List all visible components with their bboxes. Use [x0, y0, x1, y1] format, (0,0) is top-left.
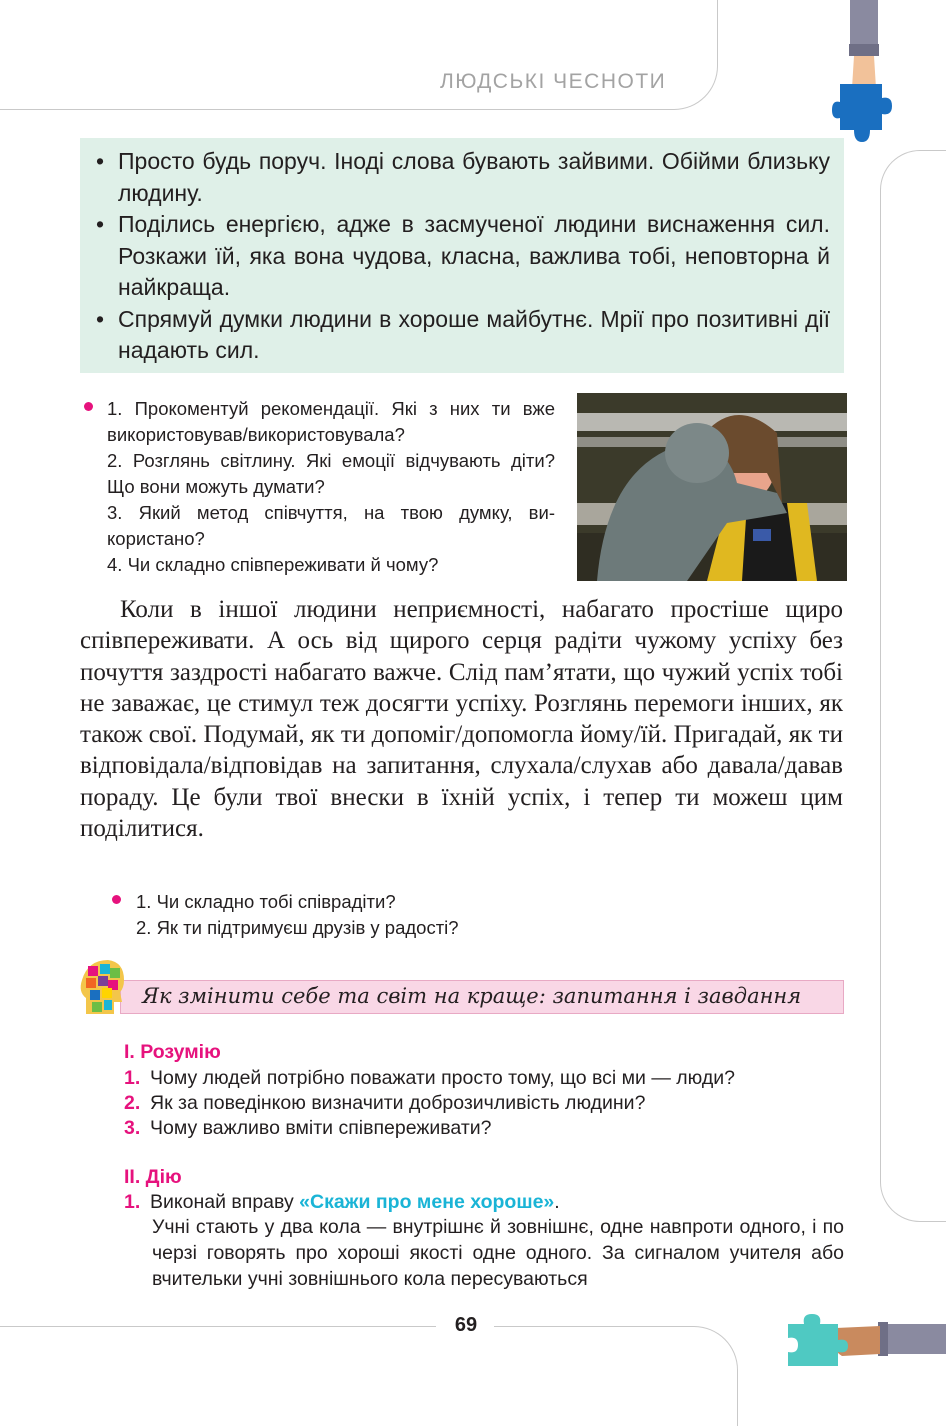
question-item: 1. Чи складно тобі співрадіти? — [136, 891, 396, 912]
body-paragraph: Коли в іншої людини неприємності, набагато простіше щиро співпереживати. А ось від щирого серця радіти чужому успіху без почуття заздрості набагато важче. Слід пам’ятати, що чужий успіх тобі не заважає, це стимул теж досягти успіху. Розглянь перемоги інших, як також свої. Подумай, як ти допоміг/допомогла йому/їй. Пригадай, як ти відповідала/відповідав на запитання, слухала/слухав або давала/давав пораду. Це були твої внески в їхній успіх, і тепер ти можеш цим поділитися. — [80, 596, 843, 843]
page-frame-bottom — [678, 1326, 738, 1426]
task-item: 1. Виконай вправу «Скажи про мене хороше». — [124, 1191, 560, 1213]
running-header: ЛЮДСЬКІ ЧЕСНОТИ — [440, 70, 667, 93]
question-item: 2. Як ти підтримуєш друзів у радості? — [136, 917, 459, 938]
page-frame-right — [880, 150, 946, 1222]
advice-item: • Поділись енергією, адже в засмученої людини виснаження сил. Розкажи їй, яка вона чудова, класна, важлива тобі, неповторна й найкраща. — [96, 211, 830, 300]
bullet-pink — [84, 402, 93, 411]
bullet-pink — [112, 895, 121, 904]
question-list-2 — [136, 889, 636, 941]
advice-item: • Просто будь поруч. Іноді слова бувають зайвими. Обійми близьку людину. — [96, 148, 830, 206]
footer-rule-left — [0, 1326, 436, 1327]
task-item: 2. Як за поведінкою визначити доброзичливість людини? — [124, 1092, 646, 1114]
photo-children-hug — [577, 393, 847, 581]
puzzle-hand-bottom-icon — [782, 1310, 946, 1370]
footer-rule-right — [494, 1326, 680, 1327]
page-number: 69 — [454, 1314, 478, 1336]
exercise-description: Учні стають у два кола — внутрішнє й зовнішнє, одне навпроти одного, і по черзі говорять про хороші якості одне одного. За сигналом учителя або вчительки учні зовнішнього кола пересуваються — [152, 1216, 844, 1290]
advice-item: • Спрямуй думки людини в хороше майбутнє. Мрії про позитивні дії надають сил. — [96, 305, 830, 363]
puzzle-hand-top-icon — [832, 0, 894, 148]
exercise-name: «Скажи про мене хороше» — [299, 1191, 555, 1213]
question-item: 3. Який метод співчуття, на твою думку, використано? — [107, 502, 555, 549]
advice-box — [80, 138, 844, 373]
section-title-understand: І. Розумію — [124, 1041, 221, 1063]
question-list-1 — [107, 396, 555, 578]
banner-title: Як змінити себе та світ на краще: запитання і завдання — [142, 984, 802, 1008]
section-title-act: ІІ. Дію — [124, 1166, 182, 1188]
colorful-head-icon — [78, 958, 128, 1016]
task-item: 3. Чому важливо вміти співпереживати? — [124, 1117, 492, 1139]
task-item: 1. Чому людей потрібно поважати просто тому, що всі ми — люди? — [124, 1067, 735, 1089]
question-item: 2. Розглянь світлину. Які емоції відчувають діти? Що вони можуть думати? — [107, 450, 555, 497]
question-item: 4. Чи складно співпереживати й чому? — [107, 554, 439, 575]
question-item: 1. Прокоментуй рекомендації. Які з них ти вже використовував/використовувала? — [107, 398, 555, 445]
section1-list — [124, 1066, 844, 1141]
